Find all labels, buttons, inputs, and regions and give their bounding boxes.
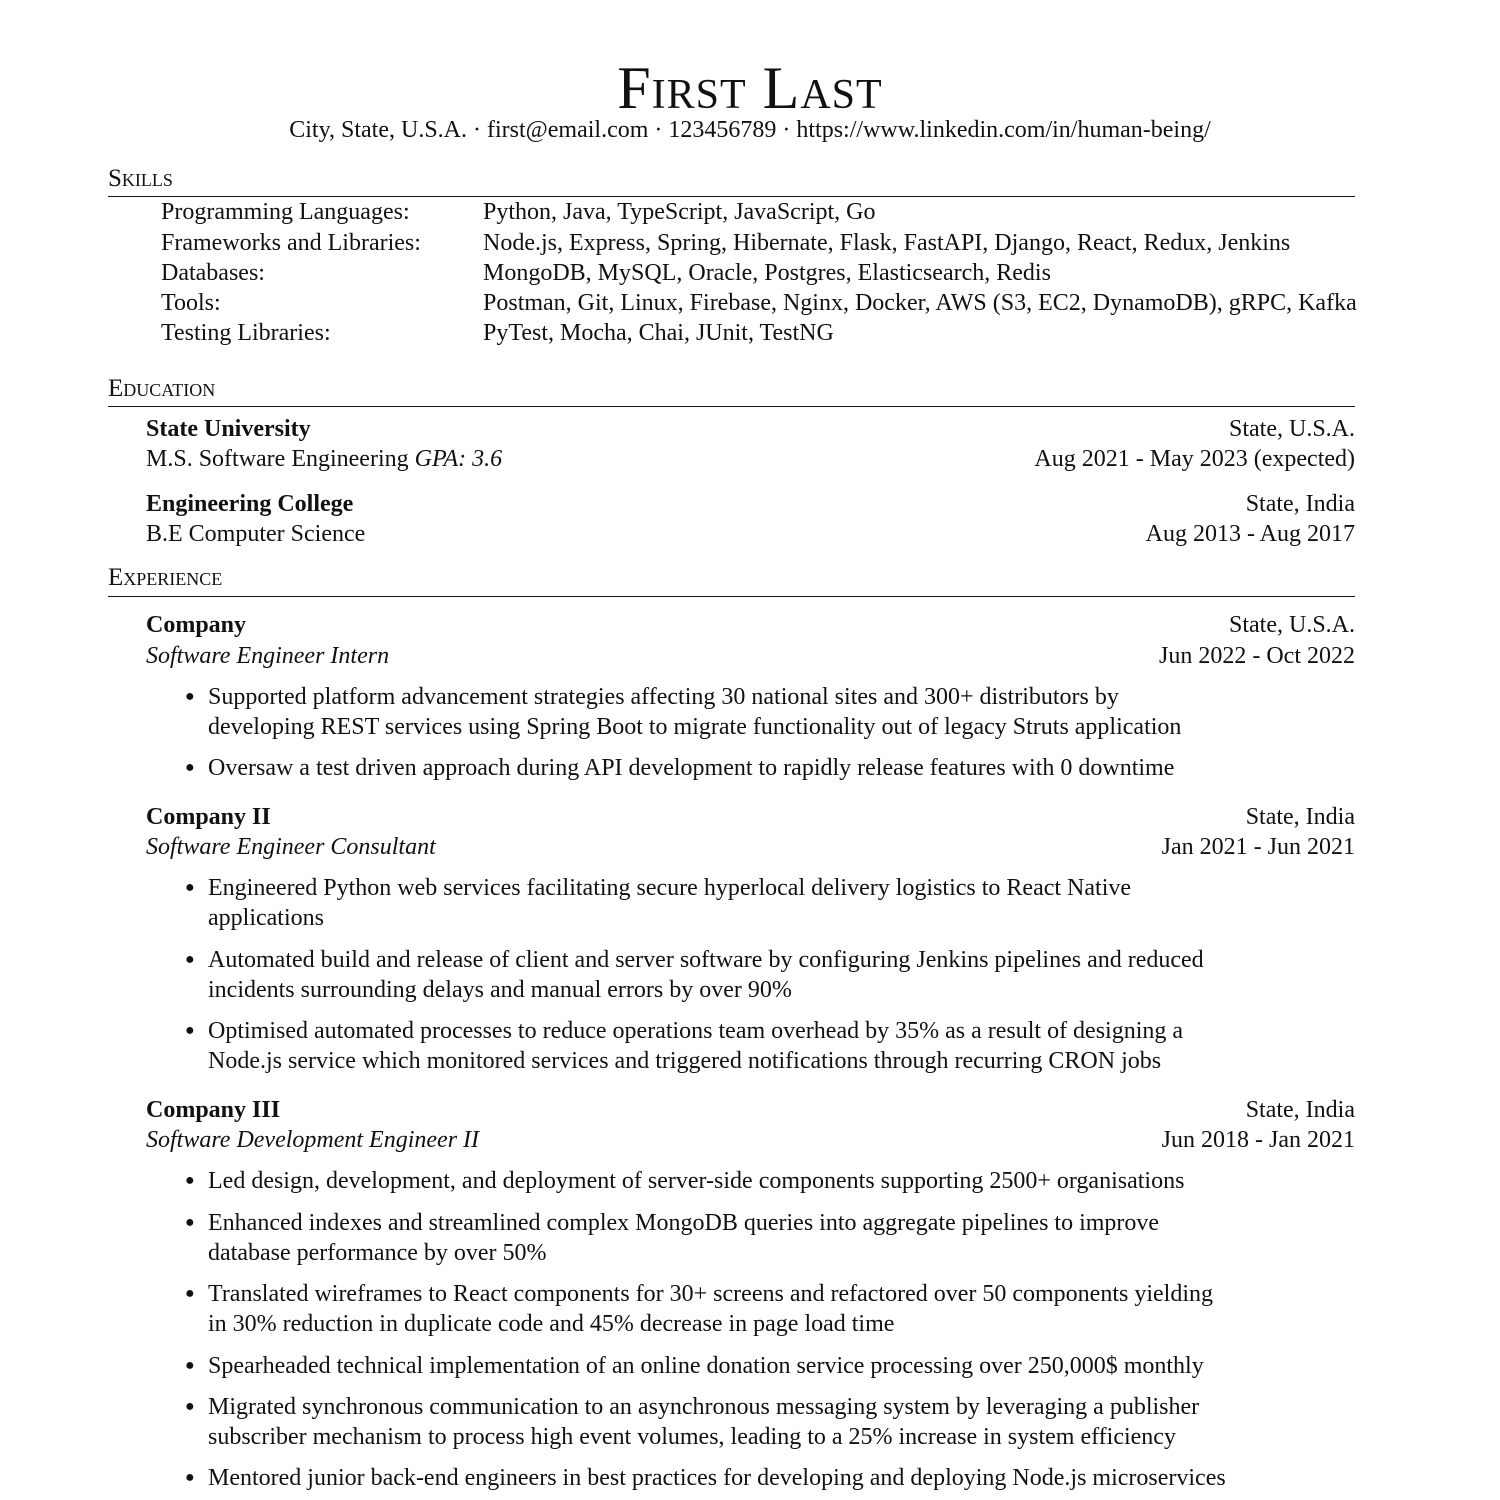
- school-name: Engineering College: [146, 491, 354, 517]
- bullet-text: Migrated synchronous communication to an asynchronous messaging system by leveraging a publisher: [208, 1394, 1200, 1420]
- job-dates: Jun 2018 - Jan 2021: [1161, 1127, 1355, 1153]
- bullet-icon: ●: [185, 1398, 195, 1415]
- skill-value: Postman, Git, Linux, Firebase, Nginx, Docker, AWS (S3, EC2, DynamoDB), gRPC, Kafka: [483, 290, 1357, 316]
- skill-value: PyTest, Mocha, Chai, JUnit, TestNG: [483, 320, 834, 346]
- bullet-icon: ●: [185, 1022, 195, 1039]
- skill-value: MongoDB, MySQL, Oracle, Postgres, Elasticsearch, Redis: [483, 260, 1051, 286]
- bullet-text: Engineered Python web services facilitating secure hyperlocal delivery logistics to React Native: [208, 875, 1132, 901]
- company-name: Company II: [146, 804, 271, 830]
- bullet-text: Led design, development, and deployment of server-side components supporting 2500+ organisations: [208, 1168, 1185, 1194]
- bullet-text: Optimised automated processes to reduce operations team overhead by 35% as a result of designing a: [208, 1018, 1184, 1044]
- bullet-text: Mentored junior back-end engineers in best practices for developing and deploying Node.js microservices: [208, 1465, 1226, 1491]
- school-location: State, U.S.A.: [1229, 416, 1355, 442]
- skill-label: Frameworks and Libraries:: [161, 230, 421, 256]
- job-dates: Jun 2022 - Oct 2022: [1159, 643, 1355, 669]
- job-title: Software Engineer Intern: [146, 643, 390, 669]
- section-divider: [108, 596, 1355, 597]
- bullet-icon: ●: [185, 1172, 195, 1189]
- education-dates: Aug 2013 - Aug 2017: [1145, 521, 1355, 547]
- bullet-text: Node.js service which monitored services and triggered notifications through recurring CRON jobs: [208, 1048, 1162, 1074]
- skill-label: Tools:: [161, 290, 221, 316]
- company-name: Company: [146, 612, 247, 638]
- school-location: State, India: [1245, 491, 1355, 517]
- bullet-text: Translated wireframes to React components for 30+ screens and refactored over 50 components yielding: [208, 1281, 1213, 1307]
- contact-info: City, State, U.S.A. · first@email.com · 123456789 · https://www.linkedin.com/in/human-being/: [289, 117, 1211, 143]
- bullet-icon: ●: [185, 951, 195, 968]
- bullet-text: Spearheaded technical implementation of an online donation service processing over 250,000$ monthly: [208, 1353, 1204, 1379]
- bullet-text: in 30% reduction in duplicate code and 45% decrease in page load time: [208, 1311, 895, 1337]
- skill-label: Testing Libraries:: [161, 320, 331, 346]
- education-dates: Aug 2021 - May 2023 (expected): [1034, 446, 1355, 472]
- bullet-text: Enhanced indexes and streamlined complex MongoDB queries into aggregate pipelines to improve: [208, 1210, 1160, 1236]
- job-title: Software Development Engineer II: [146, 1127, 480, 1153]
- section-divider: [108, 406, 1355, 407]
- bullet-icon: ●: [185, 1214, 195, 1231]
- degree-name: M.S. Software Engineering: [146, 446, 409, 472]
- job-dates: Jan 2021 - Jun 2021: [1161, 834, 1355, 860]
- section-heading-education: Education: [108, 375, 216, 402]
- section-heading-skills: Skills: [108, 165, 173, 192]
- company-location: State, U.S.A.: [1229, 612, 1355, 638]
- gpa: GPA: 3.6: [414, 446, 503, 472]
- bullet-icon: ●: [185, 759, 195, 776]
- bullet-icon: ●: [185, 1357, 195, 1374]
- bullet-icon: ●: [185, 879, 195, 896]
- bullet-text: Oversaw a test driven approach during API development to rapidly release features with 0 downtime: [208, 755, 1175, 781]
- job-title: Software Engineer Consultant: [146, 834, 436, 860]
- bullet-text: subscriber mechanism to process high event volumes, leading to a 25% increase in system efficiency: [208, 1424, 1176, 1450]
- degree: [146, 444, 502, 474]
- bullet-icon: ●: [185, 1469, 195, 1486]
- skill-label: Programming Languages:: [161, 199, 410, 225]
- skill-value: Python, Java, TypeScript, JavaScript, Go: [483, 199, 876, 225]
- degree-name: B.E Computer Science: [146, 521, 366, 547]
- bullet-text: Automated build and release of client and server software by configuring Jenkins pipelines and reduced: [208, 947, 1204, 973]
- candidate-name: First Last: [617, 55, 883, 121]
- school-name: State University: [146, 416, 311, 442]
- bullet-text: Supported platform advancement strategies affecting 30 national sites and 300+ distributors by: [208, 684, 1119, 710]
- bullet-text: incidents surrounding delays and manual errors by over 90%: [208, 977, 792, 1003]
- company-name: Company III: [146, 1097, 281, 1123]
- bullet-text: applications: [208, 905, 324, 931]
- company-location: State, India: [1245, 1097, 1355, 1123]
- skill-label: Databases:: [161, 260, 265, 286]
- company-location: State, India: [1245, 804, 1355, 830]
- section-heading-experience: Experience: [108, 564, 223, 591]
- bullet-text: developing REST services using Spring Boot to migrate functionality out of legacy Struts application: [208, 714, 1182, 740]
- bullet-icon: ●: [185, 1285, 195, 1302]
- bullet-icon: ●: [185, 688, 195, 705]
- skill-value: Node.js, Express, Spring, Hibernate, Flask, FastAPI, Django, React, Redux, Jenkins: [483, 230, 1291, 256]
- bullet-text: database performance by over 50%: [208, 1240, 547, 1266]
